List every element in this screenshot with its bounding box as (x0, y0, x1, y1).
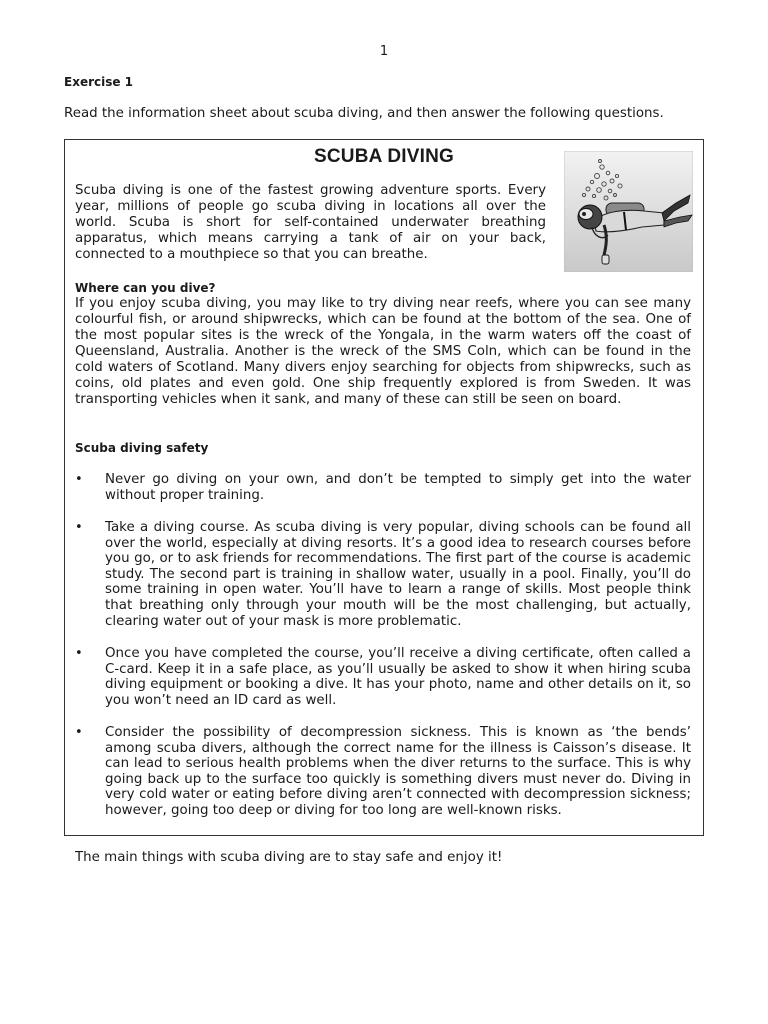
article-title: SCUBA DIVING (314, 146, 454, 167)
safety-point-text: Consider the possibility of decompression sickness. This is known as ‘the bends’ among scuba divers, although the correct name for the illness is Caisson’s disease. It can lead to serious health problems when the diver returns to the surface. This is why going back up to the surface too quickly is something divers must never do. Diving in very cold water or eating before diving aren’t connected with decompression sickness; however, going too deep or diving for too long are well-known risks. (105, 725, 691, 818)
bullet-icon: • (75, 725, 83, 740)
where-can-you-dive-paragraph: If you enjoy scuba diving, you may like to try diving near reefs, where you can see many colourful fish, or around shipwrecks, which can be found at the bottom of the sea. One of the most popular sites is the wreck of the Yongala, in the warm waters off the coast of Queensland, Australia. Another is the wreck of the SMS Coln, which can be found in the cold waters of Scotland. Many divers enjoy searching for objects from shipwrecks, such as coins, old plates and even gold. One ship frequently explored is from Sweden. It was transporting vehicles when it sank, and many of these can still be seen on board. (75, 296, 691, 407)
bullet-icon: • (75, 472, 83, 487)
bullet-icon: • (75, 646, 83, 661)
safety-point-text: Take a diving course. As scuba diving is very popular, diving schools can be found all over the world, especially at diving resorts. It’s a good idea to research courses before you go, or to ask friends for recommendations. The first part of the course is academic study. The second part is training in shallow water, usually in a pool. Finally, you’ll do some training in open water. You’ll have to learn a range of skills. Most people think that breathing only through your mouth will be the most challenging, but actually, clearing water out of your mask is more problematic. (105, 520, 691, 629)
scuba-diver-illustration-icon (564, 151, 693, 272)
closing-sentence: The main things with scuba diving are to stay safe and enjoy it! (75, 850, 503, 865)
safety-point-text: Once you have completed the course, you’ll receive a diving certificate, often called a C-card. Keep it in a safe place, as you’ll usually be asked to show it when hiring scuba diving equipment or booking a dive. It has your photo, name and other details on it, so you won’t need an ID card as well. (105, 646, 691, 708)
bullet-icon: • (75, 520, 83, 535)
page-number: 1 (379, 44, 389, 59)
article-intro: Scuba diving is one of the fastest growing adventure sports. Every year, millions of people go scuba diving in locations all over the world. Scuba is short for self-contained underwater breathing apparatus, which means carrying a tank of air on your back, connected to a mouthpiece so that you can breathe. (75, 183, 546, 262)
where-can-you-dive-heading: Where can you dive? (75, 281, 216, 295)
exercise-title: Exercise 1 (64, 75, 134, 89)
safety-heading: Scuba diving safety (75, 441, 209, 455)
exercise-instructions: Read the information sheet about scuba diving, and then answer the following questions. (64, 106, 664, 121)
safety-point-text: Never go diving on your own, and don’t be tempted to simply get into the water without proper training. (105, 472, 691, 503)
